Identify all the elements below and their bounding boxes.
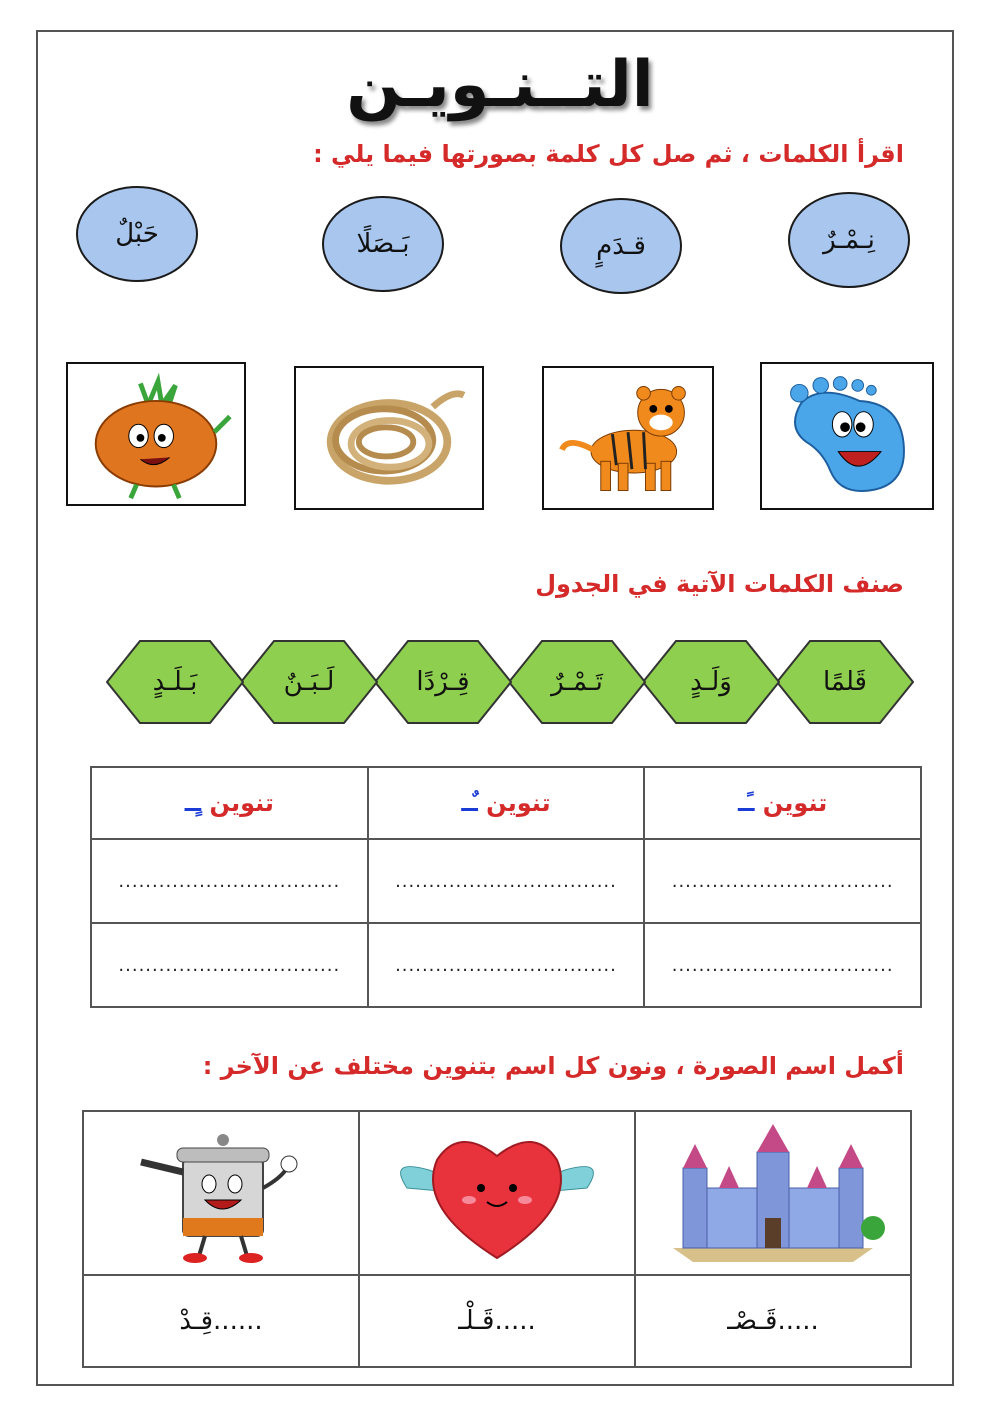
word-hexagon-label: تَـمْـرٌ	[551, 667, 603, 697]
header-mark: ـٍـ	[184, 789, 202, 817]
header-cell-kasratan	[91, 767, 368, 839]
answer-cell[interactable]	[368, 923, 645, 1007]
header-cell-fathatan	[644, 767, 921, 839]
word-hexagon-1[interactable]	[776, 640, 914, 724]
tiger-picture[interactable]	[542, 366, 714, 510]
onion-icon	[68, 364, 244, 504]
rope-icon	[296, 368, 482, 508]
blank-line: .................................	[118, 870, 341, 892]
words-row	[83, 1275, 911, 1367]
header-cell-dammatan	[368, 767, 645, 839]
word-hexagon-row	[104, 640, 914, 724]
answer-cell[interactable]	[644, 839, 921, 923]
blank-line: .................................	[118, 954, 341, 976]
word-oval-4[interactable]: حَبْلٌ	[76, 186, 198, 282]
pot-icon	[101, 1118, 341, 1268]
word-hexagon-3[interactable]	[508, 640, 646, 724]
onion-picture[interactable]	[66, 362, 246, 506]
word-hexagon-label: وَلَـدٍ	[690, 667, 732, 697]
classify-table	[90, 766, 922, 1008]
word-oval-2[interactable]: قـدَمٍ	[560, 198, 682, 294]
foot-icon	[762, 364, 932, 508]
blank-line: .................................	[395, 870, 617, 892]
word-oval-3[interactable]: بَـصَلًا	[322, 196, 444, 292]
blank-line: .................................	[671, 954, 894, 976]
instruction-classify: صنف الكلمات الآتية في الجدول	[535, 570, 904, 598]
pictures-row	[83, 1111, 911, 1275]
heart-icon	[377, 1118, 617, 1268]
header-mark: ـٌـ	[461, 789, 478, 817]
complete-table	[82, 1110, 912, 1368]
blank-line: .................................	[671, 870, 894, 892]
pot-picture[interactable]	[83, 1111, 359, 1275]
word-cell-pot[interactable]: قِـدْ......	[83, 1275, 359, 1367]
castle-icon	[653, 1118, 893, 1268]
word-hexagon-5[interactable]	[240, 640, 378, 724]
word-hexagon-4[interactable]	[374, 640, 512, 724]
word-hexagon-label: بَـلَـدٍ	[152, 667, 198, 697]
blank-line: .................................	[395, 954, 617, 976]
header-mark: ـًـ	[738, 789, 755, 817]
word-hexagon-2[interactable]	[642, 640, 780, 724]
header-label: تنوين	[762, 789, 828, 817]
instruction-match: اقرأ الكلمات ، ثم صل كل كلمة بصورتها فيما يلي :	[313, 140, 904, 168]
table-header-row	[91, 767, 921, 839]
table-row	[91, 839, 921, 923]
header-label: تنوين	[209, 789, 274, 817]
answer-cell[interactable]	[644, 923, 921, 1007]
heart-picture[interactable]	[359, 1111, 635, 1275]
word-hexagon-label: لَـبَـنٌ	[283, 667, 335, 697]
tiger-icon	[544, 368, 712, 508]
word-hexagon-6[interactable]	[106, 640, 244, 724]
table-row	[91, 923, 921, 1007]
foot-picture[interactable]	[760, 362, 934, 510]
word-oval-1[interactable]: نِـمْـرٌ	[788, 192, 910, 288]
answer-cell[interactable]	[368, 839, 645, 923]
word-cell-castle[interactable]: قَـصْـ.....	[635, 1275, 911, 1367]
word-hexagon-label: قَلمًا	[823, 667, 867, 697]
rope-picture[interactable]	[294, 366, 484, 510]
header-label: تنوين	[486, 789, 551, 817]
word-cell-heart[interactable]: قَـلْـ.....	[359, 1275, 635, 1367]
word-hexagon-label: قِـرْدًا	[416, 667, 470, 697]
answer-cell[interactable]	[91, 839, 368, 923]
page-title: التــنـويـن	[346, 48, 654, 122]
instruction-complete: أكمل اسم الصورة ، ونون كل اسم بتنوين مختلف عن الآخر :	[202, 1052, 904, 1080]
castle-picture[interactable]	[635, 1111, 911, 1275]
answer-cell[interactable]	[91, 923, 368, 1007]
